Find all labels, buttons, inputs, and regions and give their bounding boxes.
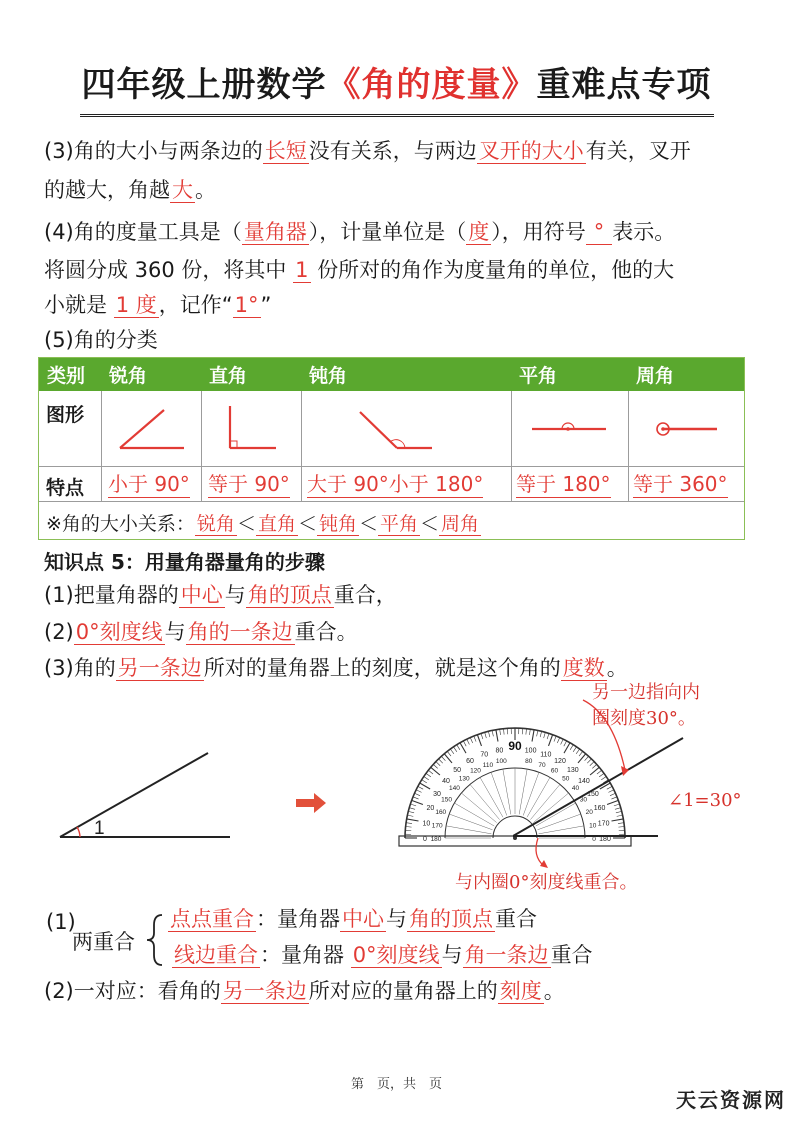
protractor-outer-label: 150 (587, 791, 599, 798)
protractor-inner-label: 10 (589, 822, 597, 830)
protractor-tick (439, 759, 443, 763)
protractor-outer-label: 100 (524, 747, 537, 755)
header-straight: 平角 (519, 365, 558, 387)
summary-line3: (2)一对应：看角的另一条边所对应的量角器上的刻度。 (44, 979, 565, 1003)
kp5-step1: (1)把量角器的中心与角的顶点重合， (44, 583, 397, 607)
protractor-outer-label: 20 (426, 805, 435, 813)
protractor-outer-label: 30 (433, 791, 441, 798)
title-part3: 重难点专项 (536, 65, 712, 105)
protractor-outer-label: 140 (578, 778, 590, 786)
answer: 1 (295, 258, 309, 282)
protractor-outer-label: 50 (453, 767, 462, 775)
protractor-tick (407, 819, 419, 821)
protractor-outer-label: 0 (423, 836, 427, 843)
protractor-tick (463, 741, 466, 746)
protractor-tick (416, 790, 421, 793)
divider (39, 501, 744, 502)
protractor-tick (409, 808, 415, 810)
answer: 1 度 (115, 293, 157, 317)
protractor-outer-label: 180 (599, 836, 611, 843)
summary-number: (1) (46, 910, 76, 934)
answer: 叉开的大小 (478, 139, 584, 163)
protractor-tick (450, 749, 454, 754)
protractor-inner-label: 100 (495, 758, 507, 766)
brace-icon (144, 913, 164, 967)
protractor-inner-label: 110 (482, 761, 494, 769)
para-4-line3: 小就是 1 度，记作“1°” (44, 293, 272, 317)
note-angle-value: ∠1=30° (668, 790, 742, 811)
full-angle-figure (629, 392, 745, 466)
protractor-inner-label: 40 (571, 785, 580, 793)
protractor-inner-label: 180 (430, 836, 442, 843)
protractor-inner-label: 130 (458, 775, 470, 783)
feature-right: 等于 90° (208, 472, 290, 496)
para-5-label: (5)角的分类 (44, 328, 158, 352)
feature-obtuse: 大于 90°小于 180° (307, 472, 484, 496)
protractor-inner-label: 170 (431, 822, 443, 830)
answer: 大 (172, 178, 193, 202)
acute-angle-figure (102, 392, 201, 466)
protractor-tick (406, 827, 412, 828)
page-title (0, 62, 793, 117)
protractor-inner-label: 150 (441, 796, 453, 804)
protractor-inner-label: 50 (562, 775, 570, 783)
header-acute: 锐角 (109, 365, 148, 387)
protractor-inner-label: 140 (449, 785, 460, 793)
protractor-outer-label: 80 (495, 747, 504, 755)
summary-group: 两重合 (72, 930, 135, 954)
protractor-inner-label: 80 (525, 758, 533, 766)
divider (39, 466, 744, 467)
brand-watermark: 天云资源网 (676, 1088, 786, 1112)
para-4-line2: 将圆分成 360 份，将其中 1 份所对的角作为度量角的单位，他的大 (44, 258, 675, 282)
protractor-tick (444, 754, 452, 763)
protractor-tick (496, 730, 498, 742)
protractor-tick (412, 800, 423, 804)
protractor-inner-label: 120 (470, 767, 481, 775)
header-full: 周角 (636, 365, 675, 387)
protractor-inner-label: 30 (579, 796, 588, 804)
protractor-tick (406, 823, 412, 824)
protractor-outer-label: 170 (597, 820, 610, 828)
protractor-tick (504, 729, 505, 735)
protractor-tick (408, 811, 414, 812)
protractor-outer-label: 40 (442, 778, 450, 786)
para-3-line1: (3)角的大小与两条边的长短没有关系，与两边叉开的大小有关，叉开 (44, 139, 691, 163)
kp5-step2: (2)0°刻度线与角的一条边重合。 (44, 620, 358, 644)
answer: 长短 (264, 139, 307, 163)
row-label-feature: 特点 (46, 477, 85, 499)
table-header (39, 358, 744, 391)
straight-angle-figure (512, 392, 628, 466)
angle-classification-table (38, 357, 745, 540)
protractor-tick (428, 770, 433, 774)
answer: 度 (468, 220, 490, 244)
protractor-tick (492, 730, 493, 736)
obtuse-angle-figure (302, 392, 511, 466)
protractor-inner-label: 60 (550, 767, 559, 775)
protractor-tick (413, 797, 419, 799)
note-zero-line: 与内圈0°刻度线重合。 (455, 872, 638, 893)
protractor-tick (431, 767, 440, 775)
protractor-outer-label: 70 (480, 751, 489, 759)
answer: 1° (234, 293, 259, 317)
size-relation: ※角的大小关系： 锐角 ＜ 直角 ＜ 钝角 ＜ 平角 ＜ 周角 (46, 513, 480, 535)
feature-full: 等于 360° (633, 472, 728, 496)
angle-1-figure (50, 745, 250, 850)
answer: ° (586, 220, 613, 245)
arrow-right-icon (296, 792, 328, 814)
protractor-outer-label: 160 (593, 805, 606, 813)
protractor-tick (424, 776, 429, 779)
note-pointer-arrow (530, 836, 560, 876)
summary-line2: 线边重合：量角器 0°刻度线与角一条边重合 (174, 943, 593, 967)
angle-1-label: 1 (94, 818, 105, 839)
para-3-line2: 的越大，角越大。 (44, 178, 216, 202)
summary-line1: 点点重合：量角器中心与角的顶点重合 (170, 907, 537, 931)
row-label-shape: 图形 (46, 404, 85, 426)
protractor-tick (485, 732, 487, 738)
protractor-inner-label: 20 (585, 808, 593, 816)
protractor-90-label: 90 (508, 739, 522, 753)
feature-straight: 等于 180° (516, 472, 611, 496)
header-right: 直角 (209, 365, 248, 387)
protractor-tick (474, 736, 476, 742)
header-obtuse: 钝角 (309, 365, 348, 387)
protractor-tick (436, 762, 440, 766)
note-inner-scale: 另一边指向内 圈刻度30°。 (592, 682, 700, 729)
protractor-tick (415, 793, 420, 795)
protractor-outer-label: 120 (554, 758, 566, 766)
kp5-step3: (3)角的另一条边所对的量角器上的刻度，就是这个角的度数。 (44, 656, 628, 680)
protractor-outer-label: 60 (466, 758, 474, 766)
protractor-tick (433, 764, 437, 768)
kp5-heading: 知识点 5：用量角器量角的步骤 (44, 550, 325, 574)
protractor-tick (477, 735, 481, 746)
protractor-tick (426, 773, 431, 777)
protractor-tick (500, 729, 501, 735)
header-category: 类别 (47, 365, 86, 387)
protractor-tick (457, 745, 460, 750)
protractor-inner-label: 160 (435, 808, 447, 816)
answer: 量角器 (243, 220, 307, 244)
protractor-tick (488, 731, 489, 737)
protractor-inner-label: 0 (592, 836, 596, 843)
protractor-tick (467, 739, 470, 744)
protractor-tick (470, 738, 472, 743)
protractor-inner-label: 70 (538, 761, 546, 769)
feature-acute: 小于 90° (108, 472, 190, 496)
para-4-line1: (4)角的度量工具是（量角器），计量单位是（度），用符号 ° 表示。 (44, 220, 676, 244)
protractor-tick (418, 786, 423, 789)
right-angle-figure (202, 392, 301, 466)
protractor-outer-label: 110 (540, 751, 552, 759)
page-footer: 第 页，共 页 (350, 1077, 442, 1092)
protractor-tick (441, 756, 445, 760)
protractor-tick (407, 815, 413, 816)
protractor-outer-label: 10 (422, 820, 431, 828)
title-part2: 《角的度量》 (326, 65, 537, 105)
protractor-tick (422, 780, 427, 783)
protractor-tick (481, 733, 483, 739)
protractor-tick (453, 747, 456, 752)
protractor-tick (447, 751, 451, 756)
title-part1: 四年级上册数学 (81, 65, 327, 105)
protractor-outer-label: 130 (567, 767, 579, 775)
protractor-tick (410, 804, 416, 806)
